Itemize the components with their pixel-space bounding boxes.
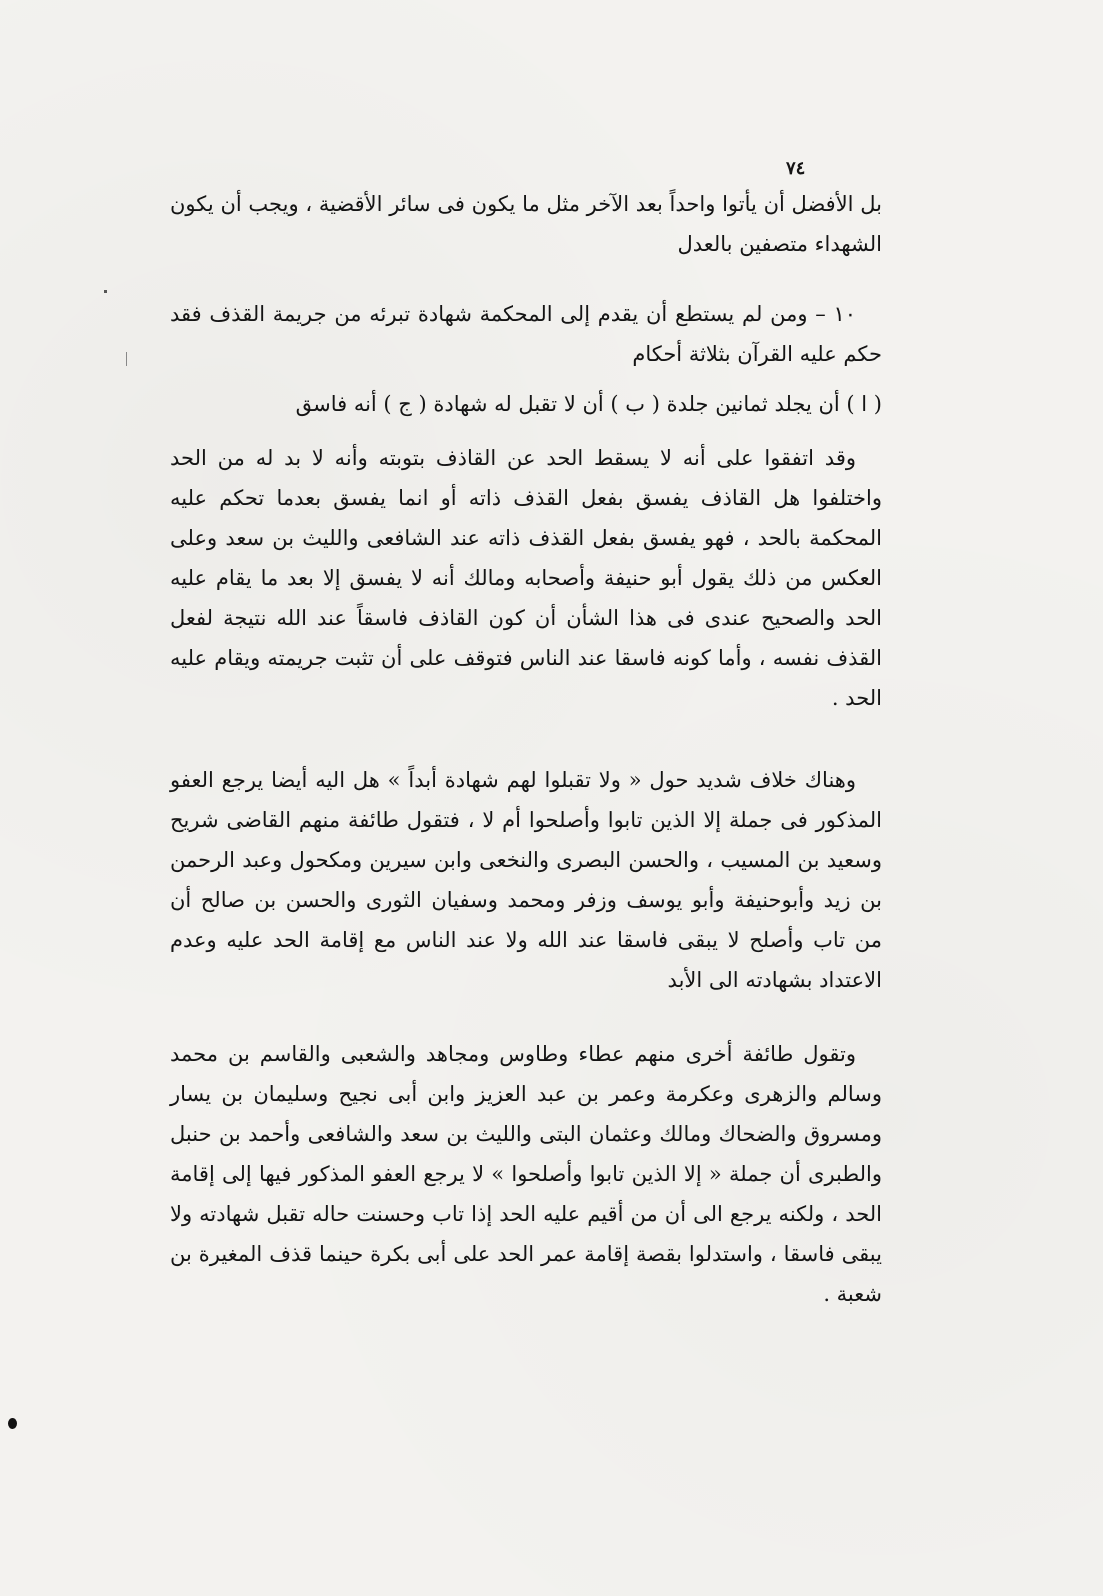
paragraph-text: بل الأفضل أن يأتوا واحداً بعد الآخر مثل ما يكون فى سائر الأقضية ، ويجب أن يكون الشهداء متصفين بالعدل bbox=[170, 192, 882, 256]
paragraph-4 bbox=[170, 438, 882, 718]
scan-speck bbox=[104, 290, 107, 293]
paragraph-text: وقد اتفقوا على أنه لا يسقط الحد عن القاذف بتوبته وأنه لا بد له من الحد واختلفوا هل القاذف يفسق بفعل القذف ذاته أو انما يفسق بعدما تحكم عليه المحكمة بالحد ، فهو يفسق بفعل القذف ذاته عند الشافعى والليث بن سعد وعلى العكس من ذلك يقول أبو حنيفة وأصحابه ومالك أنه لا يفسق إلا بعد ما يقام عليه الحد والصحيح عندى فى هذا الشأن أن كون القاذف فاسقاً عند الله نتيجة لفعل القذف نفسه ، وأما كونه فاسقا عند الناس فتوقف على أن تثبت جريمته ويقام عليه الحد . bbox=[170, 446, 883, 710]
paragraph-1 bbox=[170, 184, 882, 264]
paragraph-text: وتقول طائفة أخرى منهم عطاء وطاوس ومجاهد والشعبى والقاسم بن محمد وسالم والزهرى وعكرمة وعمر بن عبد العزيز وابن أبى نجيح وسليمان بن يسار ومسروق والضحاك ومالك وعثمان البتى والليث بن سعد والشافعى وأحمد بن حنبل والطبرى أن جملة « إلا الذين تابوا وأصلحوا » لا يرجع العفو المذكور فيها إلى إقامة الحد ، ولكنه يرجع الى أن من أقيم عليه الحد إذا تاب وحسنت حاله تقبل شهادته ولا يبقى فاسقا ، واستدلوا بقصة إقامة عمر الحد على أبى بكرة حينما قذف المغيرة بن شعبة . bbox=[170, 1042, 882, 1306]
paragraph-text: ١٠ – ومن لم يستطع أن يقدم إلى المحكمة شهادة تبرئه من جريمة القذف فقد حكم عليه القرآن بثلاثة أحكام bbox=[170, 302, 882, 366]
paragraph-text: ( ا ) أن يجلد ثمانين جلدة ( ب ) أن لا تقبل له شهادة ( ج ) أنه فاسق bbox=[295, 392, 882, 416]
paragraph-6 bbox=[170, 1034, 882, 1314]
paragraph-3-rulings bbox=[170, 384, 908, 424]
page-number: ٧٤ bbox=[786, 158, 806, 179]
paragraph-5 bbox=[170, 760, 882, 1000]
scan-dot bbox=[8, 1418, 17, 1429]
paragraph-text: وهناك خلاف شديد حول « ولا تقبلوا لهم شهادة أبداً » هل اليه أيضا يرجع العفو المذكور فى جملة إلا الذين تابوا وأصلحوا أم لا ، فتقول طائفة منهم القاضى شريح وسعيد بن المسيب ، والحسن البصرى والنخعى وابن سيرين ومكحول وعبد الرحمن بن زيد وأبوحنيفة وأبو يوسف وزفر ومحمد وسفيان الثورى والحسن بن صالح أن من تاب وأصلح لا يبقى فاسقا عند الله ولا عند الناس مع إقامة الحد عليه وعدم الاعتداد بشهادته الى الأبد bbox=[170, 768, 882, 992]
scan-speck bbox=[126, 352, 127, 366]
paragraph-2 bbox=[170, 294, 882, 374]
